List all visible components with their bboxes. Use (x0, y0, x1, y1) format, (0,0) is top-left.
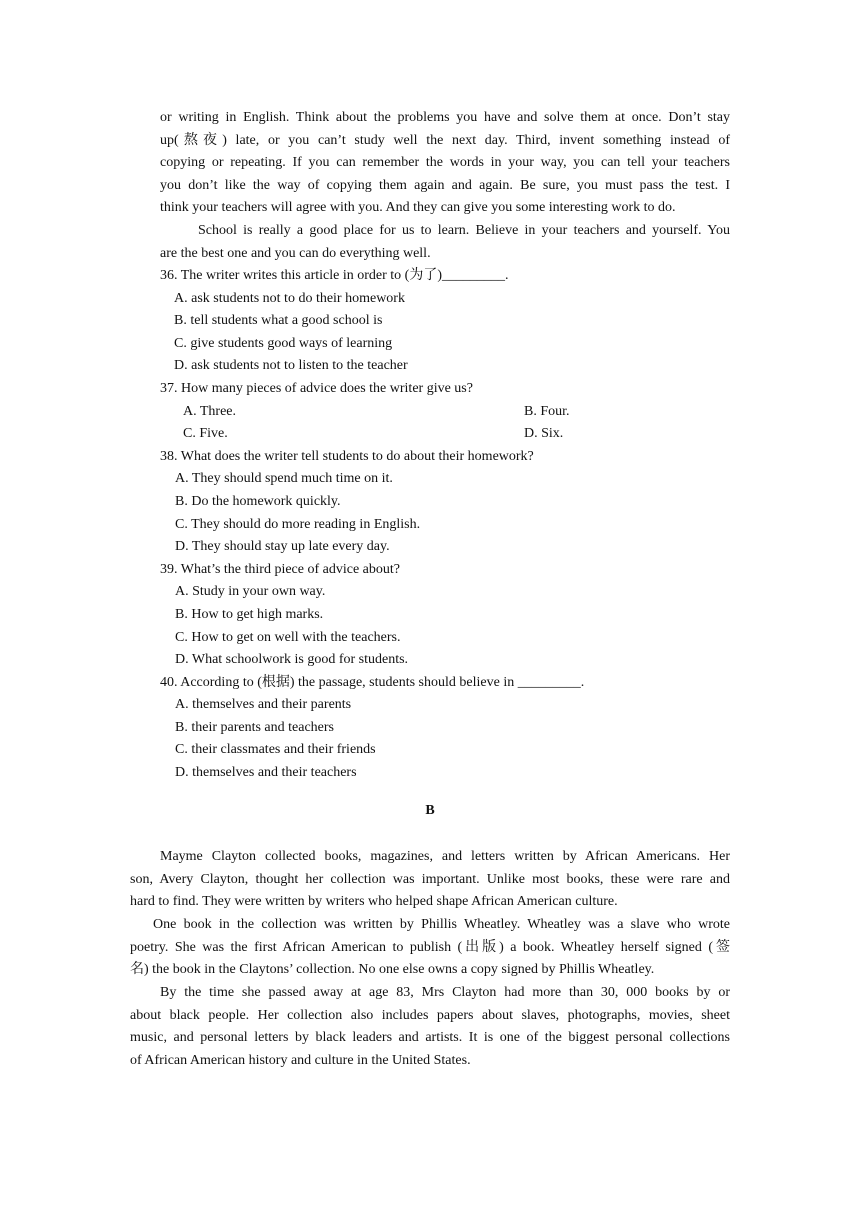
passage-line: up(熬夜) late, or you can’t study well the next day. Third, invent something instead of (160, 132, 730, 148)
passage-line: hard to find. They were written by writers who helped shape African American culture. (130, 894, 618, 910)
passage-line: music, and personal letters by black leaders and artists. It is one of the biggest personal collections (130, 1030, 730, 1046)
section-b-paragraph (130, 982, 730, 1072)
passage-line: or writing in English. Think about the problems you have and solve them at once. Don’t stay (160, 110, 730, 125)
question-stem: 40. According to (根据) the passage, students should believe in _________. (160, 674, 585, 690)
answer-options-row (160, 423, 730, 446)
question-stem: 38. What does the writer tell students to do about their homework? (160, 448, 534, 464)
answer-option[interactable]: C. They should do more reading in English. (175, 516, 421, 532)
passage-line: are the best one and you can do everything well. (160, 245, 431, 261)
question-stem: 36. The writer writes this article in order to (为了)_________. (160, 268, 509, 283)
answer-option[interactable]: B. Do the homework quickly. (175, 493, 341, 509)
section-b-paragraph (130, 914, 730, 982)
passage-line: 名) the book in the Claytons’ collection. No one else owns a copy signed by Phillis Wheatley. (130, 962, 655, 978)
passage-line: about black people. Her collection also includes papers about slaves, photographs, movies, sheet (130, 1007, 730, 1023)
question-stem: 39. What’s the third piece of advice about? (160, 561, 400, 577)
question-stem: 37. How many pieces of advice does the writer give us? (160, 380, 473, 396)
passage-line: By the time she passed away at age 83, Mrs Clayton had more than 30, 000 books by or (160, 985, 730, 1000)
answer-option[interactable]: D. They should stay up late every day. (175, 539, 390, 555)
passage-a-closing-paragraph (160, 220, 730, 265)
answer-option[interactable]: A. Study in your own way. (175, 584, 326, 600)
answer-option[interactable]: B. tell students what a good school is (174, 313, 383, 329)
passage-line: you don’t like the way of copying them again and again. Be sure, you must pass the test. I (160, 177, 730, 193)
answer-option[interactable]: D. themselves and their teachers (175, 765, 357, 781)
passage-line: of African American history and culture in the United States. (130, 1052, 471, 1068)
passage-line: Mayme Clayton collected books, magazines, and letters written by African Americans. Her (160, 849, 730, 864)
answer-option[interactable]: A. Three. (183, 403, 236, 419)
answer-option[interactable]: D. What schoolwork is good for students. (175, 652, 409, 668)
passage-a-paragraph (160, 107, 730, 220)
answer-option[interactable]: B. How to get high marks. (175, 606, 324, 622)
answer-option[interactable]: A. themselves and their parents (175, 697, 352, 713)
passage-line: son, Avery Clayton, thought her collection was important. Unlike most books, these were rare and (130, 871, 730, 887)
answer-option[interactable]: D. ask students not to listen to the teacher (174, 358, 408, 374)
section-heading: B (425, 803, 435, 818)
answer-option[interactable]: D. Six. (524, 426, 564, 442)
answer-option[interactable]: B. Four. (524, 403, 570, 419)
answer-option[interactable]: C. give students good ways of learning (174, 335, 393, 351)
questions-section (160, 265, 730, 785)
passage-line: One book in the collection was written by Phillis Wheatley. Wheatley was a slave who wrote (153, 917, 730, 932)
answer-option[interactable]: C. Five. (183, 426, 228, 442)
section-b-paragraph (130, 846, 730, 914)
answer-options-row (160, 401, 730, 424)
answer-option[interactable]: B. their parents and teachers (175, 719, 334, 735)
answer-option[interactable]: A. They should spend much time on it. (175, 471, 393, 487)
answer-option[interactable]: C. their classmates and their friends (175, 742, 376, 758)
passage-line: School is really a good place for us to learn. Believe in your teachers and yourself. You (198, 223, 730, 238)
passage-line: think your teachers will agree with you. And they can give you some interesting work to do. (160, 200, 676, 216)
answer-option[interactable]: C. How to get on well with the teachers. (175, 629, 401, 645)
answer-option[interactable]: A. ask students not to do their homework (174, 290, 405, 306)
passage-line: copying or repeating. If you can remember the words in your way, you can tell your teachers (160, 155, 730, 171)
passage-line: poetry. She was the first African American to publish (出版) a book. Wheatley herself signed (签 (130, 939, 730, 955)
